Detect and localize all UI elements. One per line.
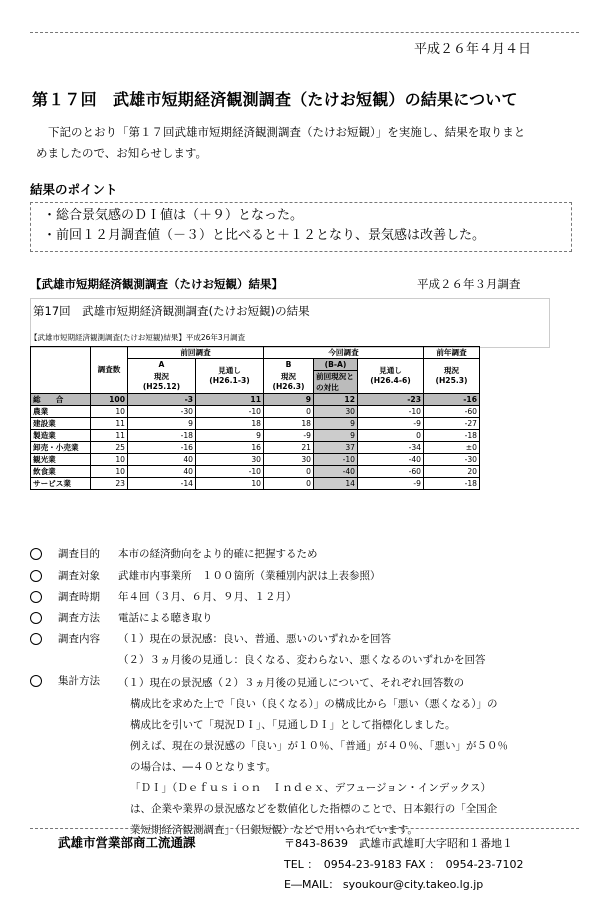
table-cell-name: 建設業 [31, 418, 91, 430]
table-cell-a-out: -10 [196, 406, 264, 418]
header-a-now [128, 371, 196, 394]
table-cell-name: 総 合 [31, 394, 91, 406]
table-cell-a-out: 18 [196, 418, 264, 430]
table-row [31, 394, 480, 406]
table-cell-count: 10 [91, 454, 128, 466]
table-cell-ly: -60 [424, 406, 480, 418]
table-cell-ba: 14 [314, 478, 358, 490]
table-cell-name: サービス業 [31, 478, 91, 490]
aggregation-text [118, 673, 508, 841]
table-cell-ly: 20 [424, 466, 480, 478]
header-lastyear: 前年調査 [424, 347, 480, 359]
table-cell-c-out: 0 [358, 430, 424, 442]
aggregation-line: （１）現在の景況感（２）３ヵ月後の見通しについて、それぞれ回答数の [118, 677, 465, 689]
table-cell-a-now: 40 [128, 466, 196, 478]
table-cell-ba: 30 [314, 406, 358, 418]
intro-paragraph [36, 122, 563, 164]
table-cell-b-now: 18 [264, 418, 314, 430]
table-row [31, 442, 480, 454]
table-cell-ba: 12 [314, 394, 358, 406]
table-cell-ly: -30 [424, 454, 480, 466]
organization-name: 武雄市営業部商工流通課 [58, 835, 196, 850]
table-cell-ba: 37 [314, 442, 358, 454]
header-a-now-label: 現況 [153, 371, 170, 381]
points-box [30, 202, 572, 252]
detail-label: 調査内容 [58, 633, 100, 645]
aggregation-line: 「ＤＩ」（Ｄｅｆｕｓｉｏｎ Ｉｎｄｅｘ、デフュージョン・インデックス） [130, 782, 491, 794]
page-title: 第１７回 武雄市短期経済観測調査（たけお短観）の結果について [32, 90, 518, 109]
header-blank [31, 347, 91, 394]
table-cell-c-out: -10 [358, 406, 424, 418]
table-cell-ly: -18 [424, 430, 480, 442]
top-divider [30, 32, 579, 33]
table-cell-ba: -10 [314, 454, 358, 466]
aggregation-line: 業短期経済観測調査」（日銀短観）などで用いられています。 [130, 824, 418, 836]
header-a-out-date: (H26.1-3) [209, 376, 250, 385]
header-prev: 前回調査 [128, 347, 264, 359]
detail-label: 調査目的 [58, 548, 100, 560]
table-cell-name: 飲食業 [31, 466, 91, 478]
table-cell-ly: -16 [424, 394, 480, 406]
header-c-out [358, 359, 424, 394]
header-c-out-date: (H26.4-6) [370, 376, 411, 385]
detail-value: 電話による聴き取り [118, 612, 213, 624]
table-heading: 【武雄市短期経済観測調査（たけお短観）結果】 [30, 277, 283, 291]
table-cell-c-out: -9 [358, 478, 424, 490]
detail-content-line2: （２）３ヵ月後の見通し：良くなる、変わらない、悪くなるのいずれかを回答 [118, 654, 486, 666]
detail-value: 本市の経済動向をより的確に把握するため [118, 548, 318, 560]
header-a-out-label: 見通し [218, 366, 241, 375]
table-cell-a-now: -3 [128, 394, 196, 406]
header-ly-now [424, 359, 480, 394]
detail-label: 調査時期 [58, 591, 100, 603]
table-cell-name: 観光業 [31, 454, 91, 466]
header-b-now [264, 371, 314, 394]
table-cell-name: 製造業 [31, 430, 91, 442]
circle-bullet-icon [30, 612, 42, 624]
table-cell-a-out: 9 [196, 430, 264, 442]
table-caption: 第17回 武雄市短期経済観測調査(たけお短観)の結果 [33, 304, 310, 318]
detail-value: 年４回（３月、６月、９月、１２月） [118, 591, 297, 603]
header-ly-now-label: 現況 [443, 366, 460, 375]
table-date: 平成２６年３月調査 [417, 277, 521, 291]
table-row [31, 478, 480, 490]
point-2: ・前回１２月調査値（－３）と比べると＋１２となり、景気感は改善した。 [43, 228, 486, 243]
table-cell-c-out: -60 [358, 466, 424, 478]
table-row [31, 466, 480, 478]
detail-label: 集計方法 [58, 675, 100, 687]
table-cell-ba: 9 [314, 418, 358, 430]
circle-bullet-icon [30, 570, 42, 582]
table-cell-a-now: -16 [128, 442, 196, 454]
di-table-body [31, 394, 480, 490]
header-b-now-label: 現況 [280, 371, 297, 381]
header-ba-sub: 前回現況との対比 [314, 371, 358, 394]
table-cell-b-now: 0 [264, 478, 314, 490]
header-ly-now-date: (H25.3) [435, 376, 468, 385]
table-cell-a-out: 16 [196, 442, 264, 454]
table-cell-name: 卸売・小売業 [31, 442, 91, 454]
email: E―MAIL： syoukour@city.takeo.lg.jp [284, 878, 484, 891]
table-cell-count: 11 [91, 430, 128, 442]
table-cell-b-now: 0 [264, 406, 314, 418]
table-cell-b-now: 30 [264, 454, 314, 466]
aggregation-line: 構成比を引いて「現況ＤＩ」、「見通しＤＩ」として指標化しました。 [130, 719, 456, 731]
table-cell-ly: ±0 [424, 442, 480, 454]
table-cell-ba: -40 [314, 466, 358, 478]
table-cell-name: 農業 [31, 406, 91, 418]
header-ba: (B-A) [314, 359, 358, 371]
circle-bullet-icon [30, 548, 42, 560]
table-cell-b-now: 0 [264, 466, 314, 478]
detail-value: 武雄市内事業所 １００箇所（業種別内訳は上表参照） [118, 570, 381, 582]
table-cell-b-now: -9 [264, 430, 314, 442]
header-a-out [196, 359, 264, 394]
point-1: ・総合景気感のＤＩ値は（＋９）となった。 [43, 208, 304, 223]
intro-line-1: 下記のとおり「第１７回武雄市短期経済観測調査（たけお短観）」を実施し、結果を取りまと [48, 125, 526, 139]
address: 〒843-8639 武雄市武雄町大字昭和１番地１ [284, 837, 513, 850]
bottom-divider [30, 828, 579, 829]
header-b: B [264, 359, 314, 371]
table-cell-a-out: 11 [196, 394, 264, 406]
table-cell-a-now: 40 [128, 454, 196, 466]
table-cell-count: 100 [91, 394, 128, 406]
header-c-out-label: 見通し [379, 366, 402, 375]
di-table [30, 346, 480, 490]
table-cell-count: 23 [91, 478, 128, 490]
detail-value: （１）現在の景況感：良い、普通、悪いのいずれかを回答 [118, 633, 391, 645]
table-row [31, 418, 480, 430]
table-cell-a-now: -18 [128, 430, 196, 442]
header-a: A [128, 359, 196, 371]
intro-line-2: めましたので、お知らせします。 [36, 146, 208, 160]
aggregation-line: は、企業や業界の景況感などを数値化した指標のことで、日本銀行の「全国企 [130, 803, 498, 815]
table-cell-count: 10 [91, 466, 128, 478]
table-cell-b-now: 21 [264, 442, 314, 454]
header-curr: 今回調査 [264, 347, 424, 359]
header-b-now-date: (H26.3) [272, 381, 305, 391]
table-cell-count: 10 [91, 406, 128, 418]
header-a-now-date: (H25.12) [142, 381, 181, 391]
detail-label: 調査方法 [58, 612, 100, 624]
table-row [31, 430, 480, 442]
table-cell-a-out: -10 [196, 466, 264, 478]
table-cell-c-out: -23 [358, 394, 424, 406]
circle-bullet-icon [30, 675, 42, 687]
table-cell-count: 25 [91, 442, 128, 454]
table-cell-ly: -27 [424, 418, 480, 430]
table-cell-a-out: 30 [196, 454, 264, 466]
aggregation-line: 例えば、現在の景況感の「良い」が１０％、「普通」が４０％、「悪い」が５０％ [130, 740, 508, 752]
table-cell-a-now: -14 [128, 478, 196, 490]
table-cell-c-out: -40 [358, 454, 424, 466]
table-cell-c-out: -9 [358, 418, 424, 430]
table-row [31, 454, 480, 466]
issue-date: 平成２６年４月４日 [413, 42, 531, 57]
table-cell-ba: 9 [314, 430, 358, 442]
circle-bullet-icon [30, 591, 42, 603]
aggregation-line: の場合は、―４０となります。 [130, 761, 277, 773]
table-cell-a-out: 10 [196, 478, 264, 490]
table-row [31, 406, 480, 418]
detail-label: 調査対象 [58, 570, 100, 582]
aggregation-line: 構成比を求めた上で「良い（良くなる）」の構成比から「悪い（悪くなる）」の [130, 698, 498, 710]
table-cell-c-out: -34 [358, 442, 424, 454]
header-count: 調査数 [91, 347, 128, 394]
table-cell-count: 11 [91, 418, 128, 430]
table-cell-a-now: 9 [128, 418, 196, 430]
circle-bullet-icon [30, 633, 42, 645]
points-heading: 結果のポイント [30, 182, 118, 197]
phone-fax: TEL ： 0954-23-9183 FAX ： 0954-23-7102 [284, 858, 524, 871]
table-subcaption: 【武雄市短期経済観測調査(たけお短観)結果】平成26年3月調査 [30, 333, 246, 342]
table-cell-b-now: 9 [264, 394, 314, 406]
table-cell-ly: -18 [424, 478, 480, 490]
table-cell-a-now: -30 [128, 406, 196, 418]
